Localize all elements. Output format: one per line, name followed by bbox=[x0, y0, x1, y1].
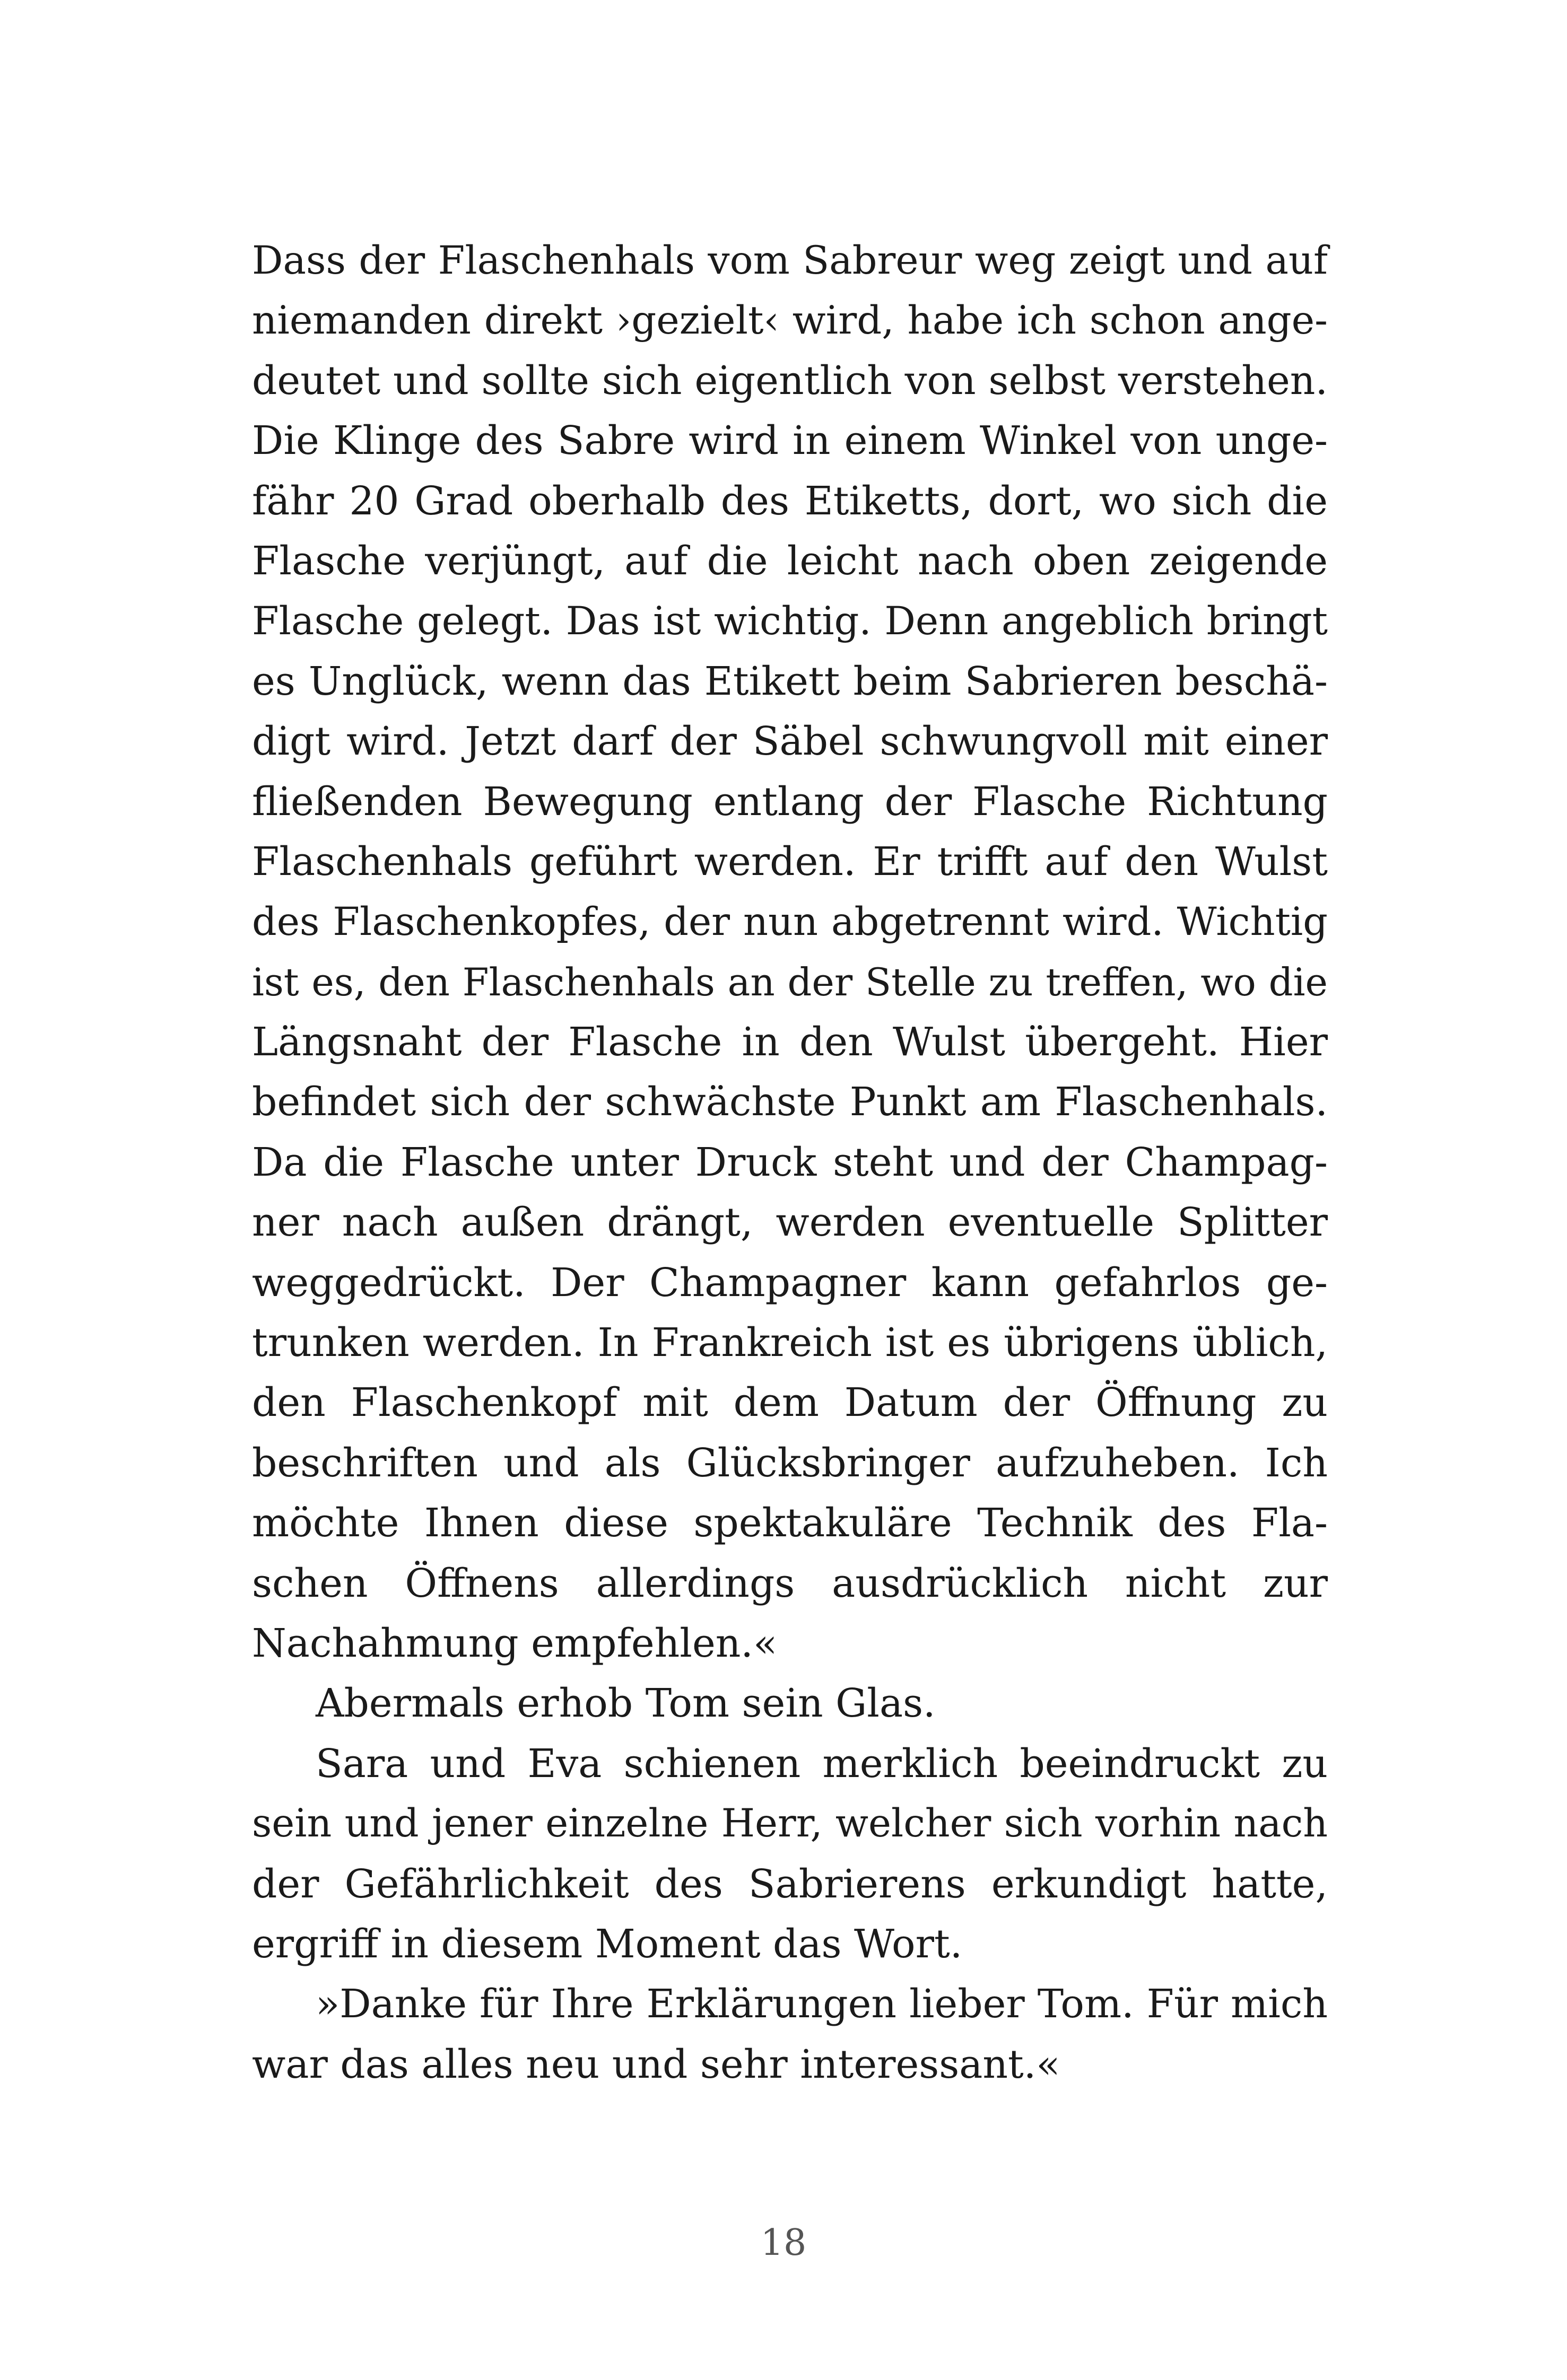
text-line: fähr 20 Grad oberhalb des Etiketts, dort, wo sich die bbox=[252, 478, 1328, 524]
text-line: Längsnaht der Flasche in den Wulst übergeht. Hier bbox=[252, 1019, 1328, 1065]
text-line: Flasche verjüngt, auf die leicht nach oben zeigende bbox=[252, 538, 1328, 584]
text-line: möchte Ihnen diese spektakuläre Technik des Fla- bbox=[252, 1500, 1328, 1546]
text-line: Nachahmung empfehlen.« bbox=[252, 1620, 778, 1666]
paragraph bbox=[252, 1734, 1328, 1975]
text-line: es Unglück, wenn das Etikett beim Sabrieren beschä- bbox=[252, 658, 1328, 704]
text-line: Dass der Flaschenhals vom Sabreur weg zeigt und auf bbox=[252, 238, 1328, 283]
text-line: schen Öffnens allerdings ausdrücklich nicht zur bbox=[252, 1560, 1328, 1606]
text-line: den Flaschenkopf mit dem Datum der Öffnung zu bbox=[252, 1380, 1328, 1426]
text-line: sein und jener einzelne Herr, welcher sich vorhin nach bbox=[252, 1801, 1328, 1847]
text-line: deutet und sollte sich eigentlich von selbst verstehen. bbox=[252, 357, 1328, 404]
text-line: des Flaschenkopfes, der nun abgetrennt wird. Wichtig bbox=[252, 899, 1328, 945]
text-line: ist es, den Flaschenhals an der Stelle zu treffen, wo die bbox=[252, 959, 1328, 1004]
text-line: fließenden Bewegung entlang der Flasche Richtung bbox=[252, 778, 1328, 825]
text-line: Flasche gelegt. Das ist wichtig. Denn angeblich bringt bbox=[252, 599, 1328, 644]
text-line: niemanden direkt ›gezielt‹ wird, habe ich schon ange- bbox=[252, 298, 1328, 344]
text-line: befindet sich der schwächste Punkt am Flaschenhals. bbox=[252, 1079, 1328, 1125]
paragraph bbox=[252, 1674, 1328, 1734]
paragraph bbox=[252, 1974, 1328, 2095]
text-line: weggedrückt. Der Champagner kann gefahrlos ge- bbox=[252, 1259, 1328, 1306]
text-line: digt wird. Jetzt darf der Säbel schwungvoll mit einer bbox=[252, 719, 1328, 765]
text-line: ner nach außen drängt, werden eventuelle Splitter bbox=[252, 1200, 1328, 1246]
body-text bbox=[252, 231, 1328, 2095]
text-line: war das alles neu und sehr interessant.« bbox=[252, 2041, 1060, 2087]
text-line: »Danke für Ihre Erklärungen lieber Tom. Für mich bbox=[316, 1981, 1328, 2027]
text-line: ergriff in diesem Moment das Wort. bbox=[252, 1921, 963, 1967]
text-line: Flaschenhals geführt werden. Er trifft auf den Wulst bbox=[252, 838, 1328, 885]
text-line: der Gefährlichkeit des Sabrierens erkundigt hatte, bbox=[252, 1861, 1328, 1907]
text-line: Sara und Eva schienen merklich beeindruckt zu bbox=[316, 1740, 1328, 1787]
text-line: trunken werden. In Frankreich ist es übrigens üblich, bbox=[252, 1320, 1328, 1366]
paragraph bbox=[252, 231, 1328, 1674]
text-line: Abermals erhob Tom sein Glas. bbox=[316, 1681, 936, 1727]
text-line: beschriften und als Glücksbringer aufzuheben. Ich bbox=[252, 1440, 1328, 1486]
text-line: Die Klinge des Sabre wird in einem Winkel von unge- bbox=[252, 418, 1328, 464]
page-number: 18 bbox=[760, 2222, 807, 2264]
text-line: Da die Flasche unter Druck steht und der Champag- bbox=[252, 1139, 1328, 1185]
